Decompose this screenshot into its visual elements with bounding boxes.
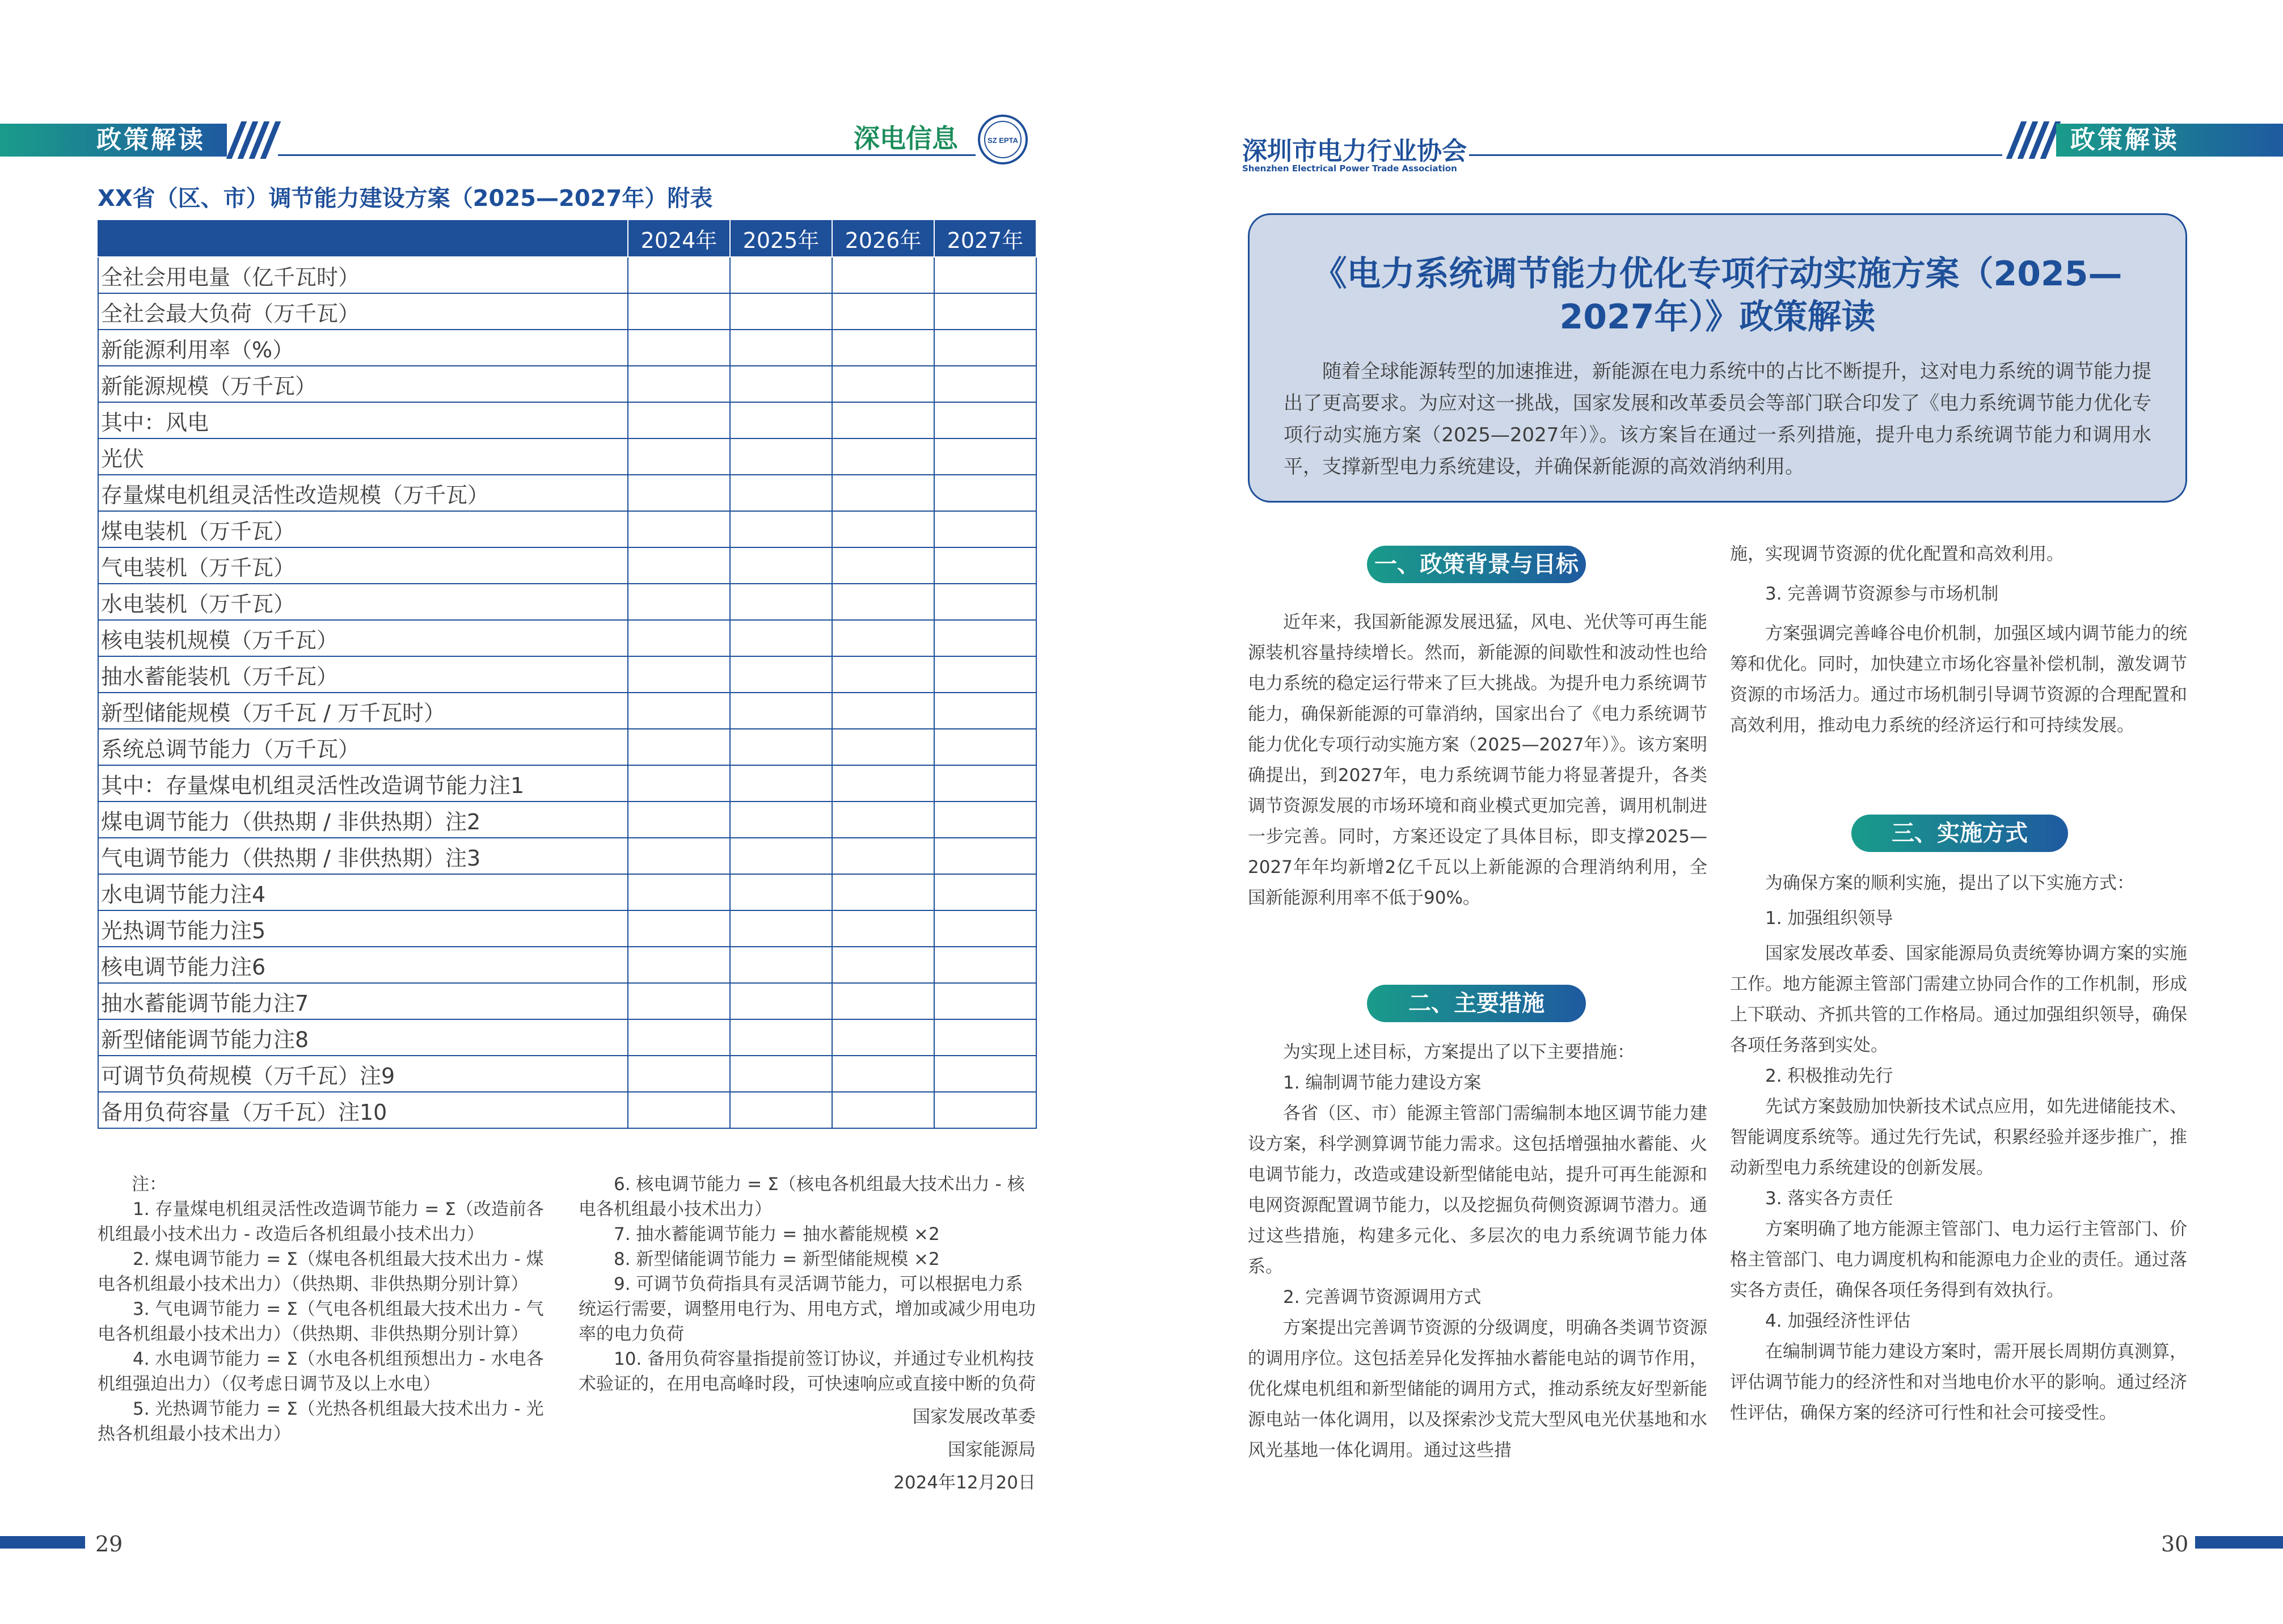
empty-cell — [628, 511, 730, 547]
empty-cell — [832, 874, 934, 910]
table-row — [98, 802, 1036, 838]
empty-cell — [934, 293, 1036, 330]
note-item: 1. 存量煤电机组灵活性改造调节能力 = Σ（改造前各机组最小技术出力 - 改造后各机组最小技术出力） — [98, 1199, 544, 1245]
empty-cell — [832, 584, 934, 620]
table-row — [98, 511, 1036, 547]
empty-cell — [832, 293, 934, 330]
empty-cell — [730, 947, 832, 983]
empty-cell — [832, 983, 934, 1019]
notes-left — [98, 1172, 551, 1446]
empty-cell — [934, 802, 1036, 838]
empty-cell — [832, 1019, 934, 1056]
empty-cell — [730, 983, 832, 1019]
row-label: 气电装机（万千瓦） — [98, 547, 628, 584]
table-row — [98, 765, 1036, 802]
right-column-2 — [1730, 539, 2187, 741]
empty-cell — [730, 910, 832, 947]
table-header-blank — [98, 220, 628, 257]
note-item: 3. 气电调节能力 = Σ（气电各机组最大技术出力 - 气电各机组最小技术出力）（供热期、非供热期分别计算） — [98, 1299, 544, 1344]
notes-right — [579, 1172, 1036, 1495]
empty-cell — [832, 620, 934, 656]
row-label: 可调节负荷规模（万千瓦）注9 — [98, 1056, 628, 1092]
paragraph: 方案提出完善调节资源的分级调度，明确各类调节资源的调用序位。这包括差异化发挥抽水蓄能电站的调节作用，优化煤电机组和新型储能的调用方式，推动系统友好型新能源电站一体化调用，以及探索沙戈荒大型风电光伏基地和水风光基地一体化调用。通过这些措 — [1248, 1318, 1707, 1461]
row-label: 新型储能调节能力注8 — [98, 1019, 628, 1056]
empty-cell — [934, 438, 1036, 475]
row-label: 其中：风电 — [98, 402, 628, 438]
empty-cell — [628, 874, 730, 910]
empty-cell — [730, 765, 832, 802]
empty-cell — [934, 729, 1036, 765]
capacity-table — [98, 219, 1037, 1129]
empty-cell — [934, 402, 1036, 438]
row-label: 新能源利用率（%） — [98, 330, 628, 366]
empty-cell — [934, 475, 1036, 511]
row-label: 水电装机（万千瓦） — [98, 584, 628, 620]
note-item: 9. 可调节负荷指具有灵活调节能力，可以根据电力系统运行需要，调整用电行为、用电方式，增加或减少用电功率的电力负荷 — [579, 1274, 1036, 1344]
empty-cell — [832, 438, 934, 475]
table-row — [98, 293, 1036, 330]
row-label: 抽水蓄能调节能力注7 — [98, 983, 628, 1019]
empty-cell — [730, 438, 832, 475]
empty-cell — [730, 257, 832, 293]
empty-cell — [730, 656, 832, 693]
empty-cell — [628, 656, 730, 693]
empty-cell — [730, 729, 832, 765]
empty-cell — [730, 1056, 832, 1092]
table-row — [98, 620, 1036, 656]
empty-cell — [832, 838, 934, 874]
empty-cell — [730, 693, 832, 729]
page-bar-left — [0, 1536, 85, 1549]
empty-cell — [832, 693, 934, 729]
subheading: 1. 编制调节能力建设方案 — [1283, 1073, 1482, 1093]
note-item: 6. 核电调节能力 = Σ（核电各机组最大技术出力 - 核电各机组最小技术出力） — [579, 1174, 1025, 1220]
left-header-label: 政策解读 — [96, 125, 205, 154]
empty-cell — [628, 475, 730, 511]
table-row — [98, 1092, 1036, 1128]
table-row — [98, 330, 1036, 366]
epta-logo — [977, 113, 1029, 166]
table-row — [98, 257, 1036, 293]
empty-cell — [628, 947, 730, 983]
section-3-text — [1730, 868, 2187, 1428]
row-label: 核电调节能力注6 — [98, 947, 628, 983]
empty-cell — [628, 1019, 730, 1056]
subheading: 4. 加强经济性评估 — [1765, 1311, 1911, 1331]
table-row — [98, 402, 1036, 438]
empty-cell — [934, 547, 1036, 584]
empty-cell — [832, 910, 934, 947]
table-row — [98, 983, 1036, 1019]
table-row — [98, 656, 1036, 693]
table-header-row — [98, 220, 1036, 257]
paragraph: 为实现上述目标，方案提出了以下主要措施： — [1283, 1042, 1635, 1062]
association-en-name: Shenzhen Electrical Power Trade Association — [1242, 163, 1457, 174]
empty-cell — [730, 475, 832, 511]
empty-cell — [934, 366, 1036, 402]
table-row — [98, 874, 1036, 910]
section-heading-3: 三、实施方式 — [1851, 815, 2068, 852]
paragraph: 方案明确了地方能源主管部门、电力运行主管部门、价格主管部门、电力调度机构和能源电力企业的责任。通过落实各方责任，确保各项任务得到有效执行。 — [1730, 1219, 2187, 1301]
right-header-label: 政策解读 — [2070, 125, 2179, 154]
row-label: 其中：存量煤电机组灵活性改造调节能力注1 — [98, 765, 628, 802]
summary-box — [1248, 213, 2187, 503]
empty-cell — [934, 1056, 1036, 1092]
empty-cell — [832, 402, 934, 438]
row-label: 核电装机规模（万千瓦） — [98, 620, 628, 656]
row-label: 气电调节能力（供热期 / 非供热期）注3 — [98, 838, 628, 874]
empty-cell — [832, 257, 934, 293]
subheading: 1. 加强组织领导 — [1765, 908, 1893, 929]
right-header-rule — [1469, 154, 2002, 156]
empty-cell — [628, 1056, 730, 1092]
empty-cell — [628, 402, 730, 438]
empty-cell — [628, 729, 730, 765]
row-label: 存量煤电机组灵活性改造规模（万千瓦） — [98, 475, 628, 511]
empty-cell — [934, 983, 1036, 1019]
section-heading-1: 一、政策背景与目标 — [1367, 546, 1586, 583]
empty-cell — [832, 802, 934, 838]
empty-cell — [832, 1056, 934, 1092]
table-row — [98, 438, 1036, 475]
empty-cell — [730, 802, 832, 838]
logo-text: SZ EPTA — [988, 136, 1018, 145]
empty-cell — [730, 584, 832, 620]
note-item: 5. 光热调节能力 = Σ（光热各机组最大技术出力 - 光热各机组最小技术出力） — [98, 1399, 544, 1444]
row-label: 光热调节能力注5 — [98, 910, 628, 947]
empty-cell — [934, 693, 1036, 729]
empty-cell — [934, 584, 1036, 620]
empty-cell — [934, 910, 1036, 947]
table-row — [98, 910, 1036, 947]
row-label: 全社会用电量（亿千瓦时） — [98, 257, 628, 293]
row-label: 光伏 — [98, 438, 628, 475]
section-heading-2: 二、主要措施 — [1367, 985, 1586, 1022]
row-label: 备用负荷容量（万千瓦）注10 — [98, 1092, 628, 1128]
table-header-year: 2026年 — [832, 220, 934, 257]
empty-cell — [832, 366, 934, 402]
empty-cell — [832, 511, 934, 547]
row-label: 水电调节能力注4 — [98, 874, 628, 910]
table-row — [98, 1056, 1036, 1092]
paragraph: 在编制调节能力建设方案时，需开展长周期仿真测算，评估调节能力的经济性和对当地电价水平的影响。通过经济性评估，确保方案的经济可行性和社会可接受性。 — [1730, 1342, 2187, 1423]
empty-cell — [730, 1019, 832, 1056]
paragraph: 近年来，我国新能源发展迅猛，风电、光伏等可再生能源装机容量持续增长。然而，新能源的间歇性和波动性也给电力系统的稳定运行带来了巨大挑战。为提升电力系统调节能力，确保新能源的可靠消纳，国家出台了《电力系统调节能力优化专项行动实施方案（2025—2027年）》。该方案明确提出，到2027年，电力系统调节能力将显著提升，各类调节资源发展的市场环境和商业模式更加完善，调用机制进一步完善。同时，方案还设定了具体目标，即支撑2025—2027年年均新增2亿千瓦以上新能源的合理消纳利用，全国新能源利用率不低于90%。 — [1248, 612, 1707, 908]
empty-cell — [628, 257, 730, 293]
table-row — [98, 475, 1036, 511]
signature-line: 国家发展改革委 — [913, 1407, 1036, 1427]
empty-cell — [934, 874, 1036, 910]
empty-cell — [934, 1019, 1036, 1056]
empty-cell — [730, 1092, 832, 1128]
empty-cell — [628, 293, 730, 330]
article-title: 《电力系统调节能力优化专项行动实施方案（2025—2027年）》政策解读 — [1313, 254, 2122, 337]
section-1-text — [1248, 607, 1707, 913]
page-number-right: 30 — [2161, 1532, 2189, 1556]
row-label: 全社会最大负荷（万千瓦） — [98, 293, 628, 330]
empty-cell — [628, 438, 730, 475]
table-row — [98, 1019, 1036, 1056]
row-label: 新能源规模（万千瓦） — [98, 366, 628, 402]
empty-cell — [730, 620, 832, 656]
subheading: 2. 积极推动先行 — [1765, 1066, 1893, 1086]
empty-cell — [832, 547, 934, 584]
table-header-year: 2027年 — [934, 220, 1036, 257]
empty-cell — [628, 765, 730, 802]
note-item: 2. 煤电调节能力 = Σ（煤电各机组最大技术出力 - 煤电各机组最小技术出力）（供热期、非供热期分别计算） — [98, 1249, 544, 1294]
empty-cell — [628, 620, 730, 656]
empty-cell — [730, 366, 832, 402]
empty-cell — [934, 838, 1036, 874]
row-label: 煤电调节能力（供热期 / 非供热期）注2 — [98, 802, 628, 838]
table-header-year: 2025年 — [730, 220, 832, 257]
paragraph: 方案强调完善峰谷电价机制，加强区域内调节能力的统筹和优化。同时，加快建立市场化容量补偿机制，激发调节资源的市场活力。通过市场机制引导调节资源的合理配置和高效利用，推动电力系统的经济运行和可持续发展。 — [1730, 623, 2187, 736]
empty-cell — [934, 257, 1036, 293]
empty-cell — [730, 511, 832, 547]
empty-cell — [832, 656, 934, 693]
table-header-year: 2024年 — [628, 220, 730, 257]
empty-cell — [832, 765, 934, 802]
signature-date: 2024年12月20日 — [893, 1473, 1036, 1493]
association-name: 深圳市电力行业协会 — [1242, 137, 1467, 166]
paragraph: 施，实现调节资源的优化配置和高效利用。 — [1730, 544, 2064, 564]
notes-title: 注： — [132, 1174, 167, 1195]
row-label: 系统总调节能力（万千瓦） — [98, 729, 628, 765]
empty-cell — [730, 838, 832, 874]
empty-cell — [934, 330, 1036, 366]
paragraph: 各省（区、市）能源主管部门需编制本地区调节能力建设方案，科学测算调节能力需求。这包括增强抽水蓄能、火电调节能力，改造或建设新型储能电站，提升可再生能源和电网资源配置调节能力，以及挖掘负荷侧资源调节潜力。通过这些措施，构建多元化、多层次的电力系统调节能力体系。 — [1248, 1103, 1707, 1277]
empty-cell — [628, 838, 730, 874]
empty-cell — [832, 947, 934, 983]
note-item: 8. 新型储能调节能力 = 新型储能规模 ×2 — [614, 1249, 940, 1269]
brand-title: 深电信息 — [854, 123, 958, 154]
empty-cell — [934, 1092, 1036, 1128]
empty-cell — [628, 802, 730, 838]
table-row — [98, 838, 1036, 874]
empty-cell — [628, 1092, 730, 1128]
table-row — [98, 547, 1036, 584]
subheading: 2. 完善调节资源调用方式 — [1283, 1287, 1482, 1307]
paragraph: 国家发展改革委、国家能源局负责统筹协调方案的实施工作。地方能源主管部门需建立协同合作的工作机制，形成上下联动、齐抓共管的工作格局。通过加强组织领导，确保各项任务落到实处。 — [1730, 943, 2187, 1056]
empty-cell — [628, 584, 730, 620]
table-title: XX省（区、市）调节能力建设方案（2025—2027年）附表 — [98, 185, 713, 212]
empty-cell — [730, 547, 832, 584]
row-label: 抽水蓄能装机（万千瓦） — [98, 656, 628, 693]
empty-cell — [628, 330, 730, 366]
article-intro: 随着全球能源转型的加速推进，新能源在电力系统中的占比不断提升，这对电力系统的调节能力提出了更高要求。为应对这一挑战，国家发展和改革委员会等部门联合印发了《电力系统调节能力优化专项行动实施方案（2025—2027年）》。该方案旨在通过一系列措施，提升电力系统调节能力和调用水平，支撑新型电力系统建设，并确保新能源的高效消纳利用。 — [1284, 360, 2151, 478]
note-item: 4. 水电调节能力 = Σ（水电各机组预想出力 - 水电各机组强迫出力）（仅考虑日调节及以上水电） — [98, 1349, 544, 1394]
empty-cell — [934, 656, 1036, 693]
page-bar-right — [2195, 1536, 2283, 1549]
empty-cell — [628, 983, 730, 1019]
page-number-left: 29 — [95, 1532, 123, 1556]
signature-line: 国家能源局 — [948, 1440, 1036, 1460]
empty-cell — [832, 475, 934, 511]
empty-cell — [832, 330, 934, 366]
empty-cell — [934, 620, 1036, 656]
empty-cell — [730, 874, 832, 910]
table-row — [98, 366, 1036, 402]
note-item: 10. 备用负荷容量指提前签订协议，并通过专业机构技术验证的，在用电高峰时段，可快速响应或直接中断的负荷 — [579, 1349, 1036, 1394]
paragraph: 先试方案鼓励加快新技术试点应用，如先进储能技术、智能调度系统等。通过先行先试，积累经验并逐步推广，推动新型电力系统建设的创新发展。 — [1730, 1096, 2187, 1178]
table-row — [98, 584, 1036, 620]
empty-cell — [934, 511, 1036, 547]
paragraph: 为确保方案的顺利实施，提出了以下实施方式： — [1765, 873, 2134, 893]
subheading: 3. 落实各方责任 — [1765, 1188, 1893, 1209]
row-label: 新型储能规模（万千瓦 / 万千瓦时） — [98, 693, 628, 729]
empty-cell — [628, 693, 730, 729]
section-2-text — [1248, 1037, 1707, 1466]
note-item: 7. 抽水蓄能调节能力 = 抽水蓄能规模 ×2 — [614, 1224, 940, 1245]
empty-cell — [628, 547, 730, 584]
table-row — [98, 693, 1036, 729]
empty-cell — [730, 330, 832, 366]
table-row — [98, 947, 1036, 983]
empty-cell — [628, 366, 730, 402]
empty-cell — [730, 402, 832, 438]
empty-cell — [934, 765, 1036, 802]
empty-cell — [628, 910, 730, 947]
subheading: 3. 完善调节资源参与市场机制 — [1765, 584, 1999, 604]
table-row — [98, 729, 1036, 765]
row-label: 煤电装机（万千瓦） — [98, 511, 628, 547]
empty-cell — [832, 1092, 934, 1128]
empty-cell — [934, 947, 1036, 983]
empty-cell — [832, 729, 934, 765]
empty-cell — [730, 293, 832, 330]
